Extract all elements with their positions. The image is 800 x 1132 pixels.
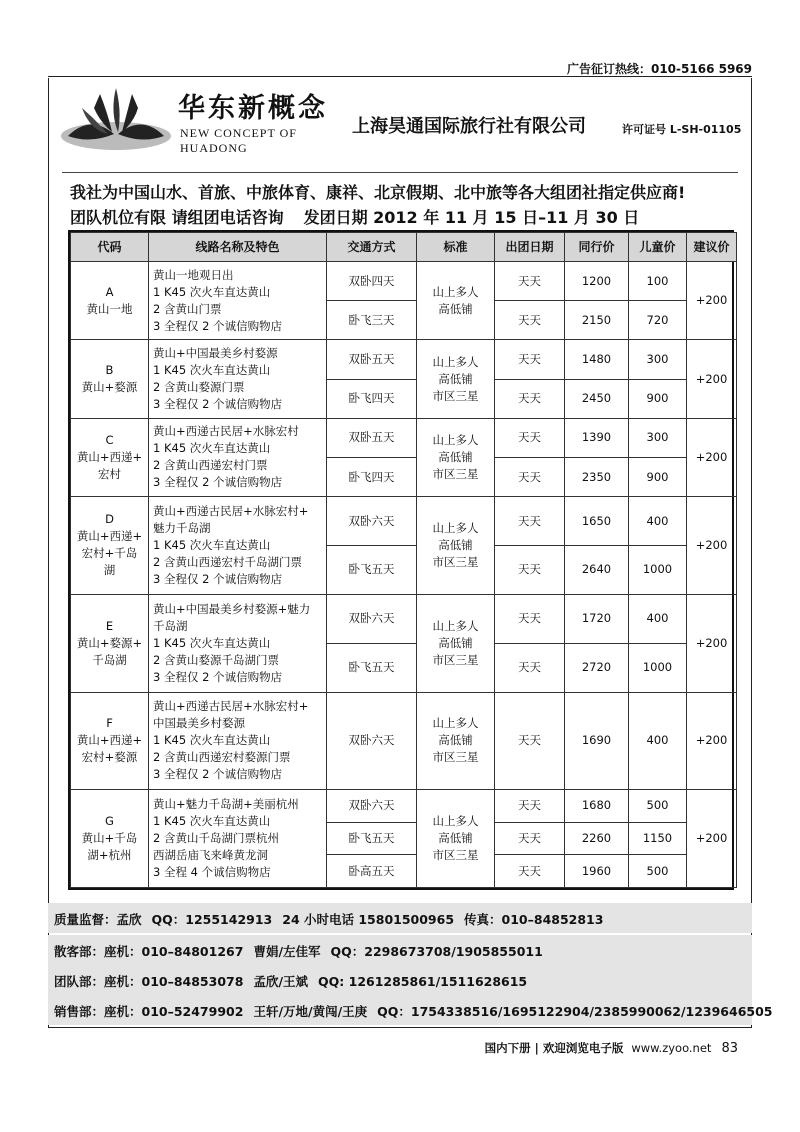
child-price: 900: [629, 457, 687, 496]
child-price: 1000: [629, 545, 687, 594]
transport-mode: 卧飞五天: [327, 822, 417, 855]
contact-bar: [48, 935, 752, 965]
route-line: 1 K45 次火车直达黄山: [153, 733, 271, 748]
route-code-line: 湖: [103, 563, 116, 578]
accommodation-standard: [417, 594, 495, 692]
standard-line: 市区三星: [432, 652, 479, 667]
headline-supplier: 我社为中国山水、首旅、中旅体育、康祥、北京假期、北中旅等各大组团社指定供应商!: [70, 183, 686, 202]
contact-text: [54, 1002, 793, 1020]
peer-price: 1200: [565, 262, 629, 301]
route-code-line: 宏村: [98, 466, 121, 481]
table-header-row: [71, 233, 737, 262]
suggested-price: +200: [687, 418, 737, 496]
departure-date: 天天: [495, 545, 565, 594]
child-price: 1150: [629, 822, 687, 855]
route-code-line: 黄山一地: [86, 301, 133, 316]
contact-b: QQ: 1261285861/1511628615: [318, 974, 528, 989]
route-code-line: A: [105, 284, 114, 299]
col-transport: 交通方式: [327, 233, 417, 262]
suggested-price: +200: [687, 262, 737, 340]
route-table: [68, 230, 734, 890]
standard-line: 山上多人: [432, 432, 479, 447]
standard-line: 市区三星: [432, 466, 479, 481]
col-price: 同行价: [565, 233, 629, 262]
peer-price: 1960: [565, 855, 629, 888]
ad-hotline: 广告征订热线：010-5166 5969: [566, 62, 752, 76]
route-code-line: 黄山+婺源: [81, 380, 138, 395]
route-line: 黄山+西递古民居+水脉宏村: [153, 424, 299, 439]
contact-b: QQ：1754338516/1695122904/2385990062/1239646505: [377, 1004, 773, 1019]
contact-a: 王轩/万地/黄闯/王庚: [253, 1004, 368, 1019]
departure-date: 天天: [495, 457, 565, 496]
suggested-price: +200: [687, 790, 737, 888]
route-line: 2 含黄山婺源千岛湖门票: [153, 652, 279, 667]
route-description: [149, 594, 327, 692]
suggested-price: +200: [687, 594, 737, 692]
license-number: 许可证号 L-SH-01105: [622, 123, 742, 136]
departure-date: 天天: [495, 262, 565, 301]
route-code-line: 黄山+千岛: [81, 831, 138, 846]
child-price: 720: [629, 301, 687, 340]
route-description: [149, 692, 327, 790]
route-code-line: E: [105, 618, 114, 633]
transport-mode: 卧飞五天: [327, 643, 417, 692]
route-line: 1 K45 次火车直达黄山: [153, 814, 271, 829]
standard-line: 市区三星: [432, 750, 479, 765]
contact-a: 曹娟/左佳军: [253, 944, 321, 959]
child-price: 300: [629, 418, 687, 457]
peer-price: 1480: [565, 340, 629, 379]
standard-line: 高低铺: [438, 371, 473, 386]
brand-name-cn: 华东新概念: [178, 93, 328, 124]
child-price: 100: [629, 262, 687, 301]
child-price: 1000: [629, 643, 687, 692]
route-code: [71, 418, 149, 496]
route-code: [71, 790, 149, 888]
route-code-line: G: [105, 814, 114, 829]
contact-a: 孟欣/王斌: [253, 974, 309, 989]
route-description: [149, 340, 327, 418]
accommodation-standard: [417, 340, 495, 418]
transport-mode: 卧飞三天: [327, 301, 417, 340]
child-price: 400: [629, 594, 687, 643]
top-rule: [48, 76, 752, 77]
accommodation-standard: [417, 418, 495, 496]
route-line: 1 K45 次火车直达黄山: [153, 635, 271, 650]
footer-welcome: 欢迎浏览电子版: [542, 1041, 624, 1055]
route-line: 3 全程 4 个诚信购物店: [153, 865, 271, 880]
route-line: 2 含黄山婺源门票: [153, 380, 245, 395]
contact-label: 团队部：座机：010–84853078: [54, 974, 244, 989]
contact-label: 质量监督：孟欣: [54, 912, 142, 927]
child-price: 900: [629, 379, 687, 418]
suggested-price: +200: [687, 692, 737, 790]
departure-date: 天天: [495, 790, 565, 823]
peer-price: 2150: [565, 301, 629, 340]
page-number: 83: [721, 1041, 738, 1056]
suggested-price: +200: [687, 497, 737, 595]
route-code-line: B: [105, 363, 114, 378]
transport-mode: 卧飞五天: [327, 545, 417, 594]
standard-line: 山上多人: [432, 814, 479, 829]
footer-separator: |: [534, 1041, 539, 1055]
route-code-line: 千岛湖: [92, 652, 127, 667]
child-price: 400: [629, 692, 687, 790]
route-line: 2 含黄山西递宏村门票: [153, 458, 268, 473]
route-line: 1 K45 次火车直达黄山: [153, 537, 271, 552]
child-price: 500: [629, 790, 687, 823]
accommodation-standard: [417, 692, 495, 790]
standard-line: 高低铺: [438, 635, 473, 650]
transport-mode: 双卧六天: [327, 594, 417, 643]
contact-text: [54, 972, 547, 990]
suggested-price: +200: [687, 340, 737, 418]
col-date: 出团日期: [495, 233, 565, 262]
child-price: 500: [629, 855, 687, 888]
brand-logo: [60, 86, 350, 156]
contact-a: QQ：1255142913: [151, 912, 273, 927]
route-line: 黄山+西递古民居+水脉宏村+: [153, 699, 309, 714]
route-code-line: 黄山+西递+: [76, 733, 143, 748]
route-code-line: F: [106, 716, 113, 731]
accommodation-standard: [417, 790, 495, 888]
contact-bar: [48, 965, 752, 995]
route-line: 黄山+中国最美乡村婺源: [153, 346, 278, 361]
departure-date: 天天: [495, 855, 565, 888]
route-line: 西湖岳庙飞来峰黄龙洞: [153, 848, 268, 863]
departure-date: 天天: [495, 418, 565, 457]
peer-price: 1680: [565, 790, 629, 823]
footer-url[interactable]: www.zyoo.net: [631, 1041, 712, 1055]
route-line: 3 全程仅 2 个诚信购物店: [153, 318, 283, 333]
table-row: [71, 262, 737, 301]
peer-price: 2450: [565, 379, 629, 418]
lotus-logo-icon: [60, 86, 172, 152]
route-code-line: 黄山+西递+: [76, 449, 143, 464]
contact-label: 销售部：座机：010–52479902: [54, 1004, 244, 1019]
transport-mode: 卧飞四天: [327, 379, 417, 418]
route-line: 千岛湖: [153, 618, 188, 633]
route-code: [71, 340, 149, 418]
route-code-line: 宏村+婺源: [81, 750, 138, 765]
col-standard: 标准: [417, 233, 495, 262]
transport-mode: 双卧五天: [327, 418, 417, 457]
route-description: [149, 790, 327, 888]
contact-text: [54, 942, 563, 960]
header-rule: [62, 172, 738, 173]
table-row: [71, 692, 737, 790]
headline-seats: 团队机位有限 请组团电话咨询: [70, 208, 284, 227]
headline-dates: [70, 205, 639, 228]
peer-price: 1650: [565, 497, 629, 546]
route-code-line: 宏村+千岛: [81, 546, 138, 561]
contact-label: 散客部：座机：010–84801267: [54, 944, 244, 959]
standard-line: 高低铺: [438, 449, 473, 464]
child-price: 400: [629, 497, 687, 546]
standard-line: 山上多人: [432, 618, 479, 633]
route-line: 1 K45 次火车直达黄山: [153, 284, 271, 299]
standard-line: 山上多人: [432, 354, 479, 369]
route-code: [71, 497, 149, 595]
col-child-price: 儿童价: [629, 233, 687, 262]
route-line: 魅力千岛湖: [153, 520, 211, 535]
standard-line: 市区三星: [432, 554, 479, 569]
route-code-line: 黄山+婺源+: [76, 635, 143, 650]
col-suggest-price: 建议价: [687, 233, 737, 262]
contact-text: [54, 910, 613, 928]
route-line: 3 全程仅 2 个诚信购物店: [153, 571, 283, 586]
peer-price: 2350: [565, 457, 629, 496]
route-code: [71, 262, 149, 340]
accommodation-standard: [417, 497, 495, 595]
standard-line: 山上多人: [432, 716, 479, 731]
peer-price: 2640: [565, 545, 629, 594]
transport-mode: 双卧四天: [327, 262, 417, 301]
departure-date: 天天: [495, 301, 565, 340]
route-description: [149, 497, 327, 595]
route-code-line: 黄山+西递+: [76, 529, 143, 544]
route-description: [149, 418, 327, 496]
company-name: 上海昊通国际旅行社有限公司: [352, 116, 586, 137]
table-row: [71, 340, 737, 379]
route-line: 1 K45 次火车直达黄山: [153, 363, 271, 378]
contact-b: 24 小时电话 15801500965: [282, 912, 455, 927]
departure-dates: 发团日期 2012 年 11 月 15 日–11 月 30 日: [303, 208, 640, 227]
route-line: 2 含黄山门票: [153, 301, 222, 316]
route-line: 2 含黄山西递宏村婺源门票: [153, 750, 291, 765]
table-row: [71, 497, 737, 546]
departure-date: 天天: [495, 594, 565, 643]
contact-bar: [48, 995, 773, 1025]
route-code: [71, 594, 149, 692]
departure-date: 天天: [495, 497, 565, 546]
peer-price: 1720: [565, 594, 629, 643]
route-description: [149, 262, 327, 340]
route-code: [71, 692, 149, 790]
departure-date: 天天: [495, 340, 565, 379]
transport-mode: 双卧六天: [327, 692, 417, 790]
route-line: 2 含黄山西递宏村千岛湖门票: [153, 554, 302, 569]
child-price: 300: [629, 340, 687, 379]
peer-price: 1690: [565, 692, 629, 790]
transport-mode: 双卧六天: [327, 790, 417, 823]
transport-mode: 卧高五天: [327, 855, 417, 888]
transport-mode: 双卧六天: [327, 497, 417, 546]
brand-name-en: NEW CONCEPT OF HUADONG: [180, 126, 297, 155]
route-line: 2 含黄山千岛湖门票杭州: [153, 831, 279, 846]
route-line: 黄山+中国最美乡村婺源+魅力: [153, 601, 311, 616]
standard-line: 高低铺: [438, 301, 473, 316]
route-code-line: C: [105, 432, 114, 447]
transport-mode: 双卧五天: [327, 340, 417, 379]
standard-line: 高低铺: [438, 831, 473, 846]
departure-date: 天天: [495, 643, 565, 692]
peer-price: 2260: [565, 822, 629, 855]
route-line: 中国最美乡村婺源: [153, 716, 245, 731]
standard-line: 市区三星: [432, 848, 479, 863]
departure-date: 天天: [495, 379, 565, 418]
route-line: 黄山+西递古民居+水脉宏村+: [153, 503, 309, 518]
page-footer: [485, 1040, 738, 1056]
standard-line: 山上多人: [432, 520, 479, 535]
route-line: 3 全程仅 2 个诚信购物店: [153, 397, 283, 412]
accommodation-standard: [417, 262, 495, 340]
transport-mode: 卧飞四天: [327, 457, 417, 496]
contact-bar: [48, 903, 752, 933]
contact-b: QQ：2298673708/1905855011: [330, 944, 543, 959]
standard-line: 山上多人: [432, 284, 479, 299]
col-code: 代码: [71, 233, 149, 262]
footer-section: 国内下册: [484, 1041, 531, 1055]
route-line: 黄山+魅力千岛湖+美丽杭州: [153, 797, 299, 812]
table-row: [71, 418, 737, 457]
departure-date: 天天: [495, 822, 565, 855]
peer-price: 2720: [565, 643, 629, 692]
standard-line: 市区三星: [432, 388, 479, 403]
route-line: 黄山一地观日出: [153, 267, 234, 282]
peer-price: 1390: [565, 418, 629, 457]
route-line: 3 全程仅 2 个诚信购物店: [153, 669, 283, 684]
table-row: [71, 790, 737, 823]
route-line: 1 K45 次火车直达黄山: [153, 441, 271, 456]
route-line: 3 全程仅 2 个诚信购物店: [153, 767, 283, 782]
standard-line: 高低铺: [438, 733, 473, 748]
contact-c: 传真：010–84852813: [464, 912, 604, 927]
col-route: 线路名称及特色: [149, 233, 327, 262]
route-code-line: 湖+杭州: [87, 848, 132, 863]
route-line: 3 全程仅 2 个诚信购物店: [153, 475, 283, 490]
departure-date: 天天: [495, 692, 565, 790]
table-row: [71, 594, 737, 643]
standard-line: 高低铺: [438, 537, 473, 552]
route-code-line: D: [105, 512, 114, 527]
